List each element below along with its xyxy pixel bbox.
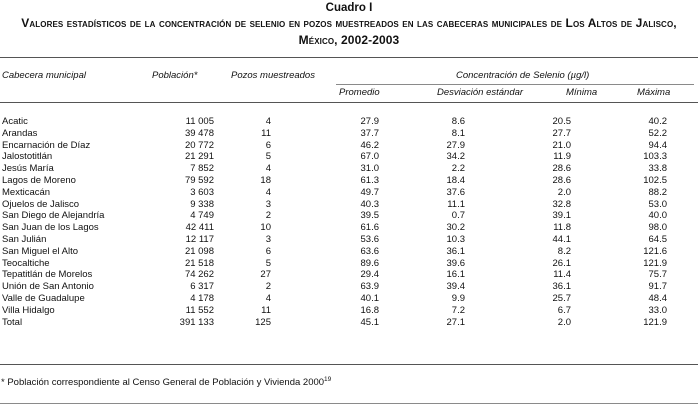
bottom-rule (0, 364, 698, 365)
header-maxima: Máxima (637, 87, 671, 98)
cell-maxima: 88.2 (648, 186, 667, 198)
cell-desviacion: 8.1 (451, 127, 465, 139)
cell-desviacion: 7.2 (451, 304, 465, 316)
cell-cabecera: Ojuelos de Jalisco (2, 198, 80, 210)
cell-total-poblacion: 391 133 (179, 316, 214, 328)
header-concentracion: Concentración de Selenio (µg/l) (456, 70, 590, 81)
table-row (0, 199, 698, 211)
cell-desviacion: 11.1 (447, 198, 465, 210)
table-row (0, 163, 698, 175)
cell-desviacion: 0.7 (451, 210, 465, 222)
cell-minima: 20.5 (552, 116, 571, 127)
concentracion-rule (336, 84, 694, 85)
table-caption-title: Valores estadísticos de la concentración de selenio en pozos muestreados en las cabeceras municipales de Los Altos de Jalisco, México, 2002-2003 (21, 16, 677, 47)
cell-maxima: 40.0 (648, 210, 667, 222)
cell-cabecera: San Julián (2, 233, 47, 245)
table-row (0, 151, 698, 163)
cell-poblacion: 79 592 (184, 174, 214, 186)
cell-maxima: 102.5 (643, 174, 667, 186)
cell-pozos: 11 (261, 304, 271, 316)
cell-pozos: 27 (260, 269, 271, 281)
cell-maxima: 52.2 (648, 127, 667, 139)
cell-promedio: 31.0 (360, 163, 379, 175)
cell-poblacion: 39 478 (184, 127, 214, 139)
cell-cabecera: Tepatitlán de Morelos (2, 269, 93, 281)
cell-minima: 28.6 (552, 163, 571, 175)
table-row (0, 128, 698, 140)
cell-minima: 21.0 (552, 139, 571, 151)
cell-poblacion: 7 852 (190, 163, 214, 175)
cell-promedio: 40.3 (360, 198, 379, 210)
cell-maxima: 121.6 (643, 245, 667, 257)
cell-cabecera: Lagos de Moreno (2, 174, 76, 186)
cell-cabecera: Jalostotitlán (2, 151, 53, 163)
cell-pozos: 3 (265, 198, 271, 210)
cell-minima: 39.1 (552, 210, 571, 222)
cell-total-desviacion: 27.1 (446, 316, 465, 328)
cell-desviacion: 8.6 (451, 116, 465, 127)
table-row (0, 269, 698, 281)
cell-minima: 27.7 (552, 127, 571, 139)
cell-promedio: 67.0 (360, 151, 379, 163)
cell-pozos: 3 (265, 233, 271, 245)
cell-total-promedio: 45.1 (360, 316, 379, 328)
cell-promedio: 49.7 (360, 186, 379, 198)
cell-pozos: 4 (265, 163, 271, 175)
cell-promedio: 61.6 (360, 222, 379, 234)
cell-cabecera: Teocaltiche (2, 257, 50, 269)
header-promedio: Promedio (339, 87, 380, 98)
cell-desviacion: 16.1 (446, 269, 465, 281)
cell-promedio: 63.9 (360, 281, 379, 293)
cell-maxima: 33.0 (648, 304, 667, 316)
table-footnote (1, 377, 331, 389)
header-pozos: Pozos muestreados (231, 70, 315, 81)
cell-promedio: 53.6 (360, 233, 379, 245)
table-row (0, 258, 698, 270)
cell-minima: 11.8 (553, 222, 571, 234)
cell-desviacion: 2.2 (451, 163, 465, 175)
table-total-row (0, 317, 698, 329)
cell-desviacion: 34.2 (446, 151, 465, 163)
cell-promedio: 40.1 (360, 292, 379, 304)
cell-desviacion: 9.9 (451, 292, 465, 304)
cell-promedio: 89.6 (360, 257, 379, 269)
cell-pozos: 5 (265, 151, 271, 163)
cell-pozos: 4 (265, 292, 271, 304)
table-row (0, 246, 698, 258)
cell-total-label: Total (2, 316, 23, 328)
cell-desviacion: 18.4 (446, 174, 465, 186)
cell-poblacion: 11 005 (185, 116, 214, 127)
cell-poblacion: 11 552 (185, 304, 214, 316)
header-poblacion: Población* (152, 70, 198, 81)
cell-promedio: 37.7 (360, 127, 379, 139)
cell-poblacion: 6 317 (190, 281, 214, 293)
cell-maxima: 64.5 (648, 233, 667, 245)
cell-promedio: 63.6 (360, 245, 379, 257)
cell-minima: 8.2 (557, 245, 571, 257)
cell-desviacion: 27.9 (446, 139, 465, 151)
cell-maxima: 40.2 (648, 116, 667, 127)
footnote-text: * Población correspondiente al Censo General de Población y Vivienda 2000 (1, 377, 325, 388)
footnote-reference: 19 (324, 375, 332, 383)
cell-minima: 36.1 (552, 281, 571, 293)
cell-poblacion: 20 772 (184, 139, 214, 151)
cell-cabecera: Acatic (2, 116, 28, 127)
cell-pozos: 4 (265, 116, 271, 127)
cell-pozos: 18 (260, 174, 271, 186)
cell-pozos: 10 (260, 222, 271, 234)
cell-poblacion: 12 117 (185, 233, 214, 245)
cell-minima: 11.9 (553, 151, 571, 163)
cell-minima: 28.6 (552, 174, 571, 186)
cell-poblacion: 21 098 (184, 245, 214, 257)
cell-cabecera: Arandas (2, 127, 38, 139)
cell-cabecera: San Diego de Alejandría (2, 210, 105, 222)
cell-cabecera: Villa Hidalgo (2, 304, 55, 316)
table-row (0, 175, 698, 187)
cell-maxima: 94.4 (648, 139, 667, 151)
cell-pozos: 11 (261, 127, 271, 139)
table-body (0, 116, 698, 328)
cell-maxima: 121.9 (643, 257, 667, 269)
cell-cabecera: San Miguel el Alto (2, 245, 79, 257)
page-bottom-rule (0, 403, 698, 404)
cell-pozos: 6 (265, 245, 271, 257)
cell-pozos: 2 (265, 281, 271, 293)
cell-minima: 2.0 (557, 186, 571, 198)
cell-promedio: 39.5 (360, 210, 379, 222)
cell-promedio: 16.8 (360, 304, 379, 316)
cell-desviacion: 10.3 (446, 233, 465, 245)
cell-pozos: 2 (265, 210, 271, 222)
cell-total-pozos: 125 (255, 316, 271, 328)
cell-total-minima: 2.0 (557, 316, 571, 328)
cell-cabecera: Jesús María (2, 163, 54, 175)
table-row (0, 305, 698, 317)
cell-desviacion: 30.2 (446, 222, 465, 234)
cell-maxima: 53.0 (648, 198, 667, 210)
cell-minima: 11.4 (553, 269, 571, 281)
cell-total-maxima: 121.9 (643, 316, 667, 328)
cell-poblacion: 4 178 (190, 292, 214, 304)
table-row (0, 293, 698, 305)
top-rule (0, 57, 698, 58)
cell-poblacion: 3 603 (190, 186, 214, 198)
cell-promedio: 29.4 (360, 269, 379, 281)
header-desviacion: Desviación estándar (437, 87, 524, 98)
cell-pozos: 6 (265, 139, 271, 151)
table-row (0, 187, 698, 199)
cell-maxima: 48.4 (648, 292, 667, 304)
table-row (0, 210, 698, 222)
cell-cabecera: Unión de San Antonio (2, 281, 94, 293)
table-caption-label: Cuadro I (325, 2, 373, 14)
cell-cabecera: Encarnación de Díaz (2, 139, 91, 151)
cell-poblacion: 21 518 (184, 257, 214, 269)
cell-desviacion: 39.4 (446, 281, 465, 293)
cell-maxima: 103.3 (643, 151, 667, 163)
cell-poblacion: 9 338 (190, 198, 214, 210)
cell-promedio: 27.9 (360, 116, 379, 127)
header-minima: Mínima (566, 87, 598, 98)
cell-promedio: 61.3 (360, 174, 379, 186)
table-row (0, 281, 698, 293)
cell-pozos: 5 (265, 257, 271, 269)
cell-minima: 32.8 (552, 198, 571, 210)
cell-cabecera: Valle de Guadalupe (2, 292, 85, 304)
cell-maxima: 75.7 (648, 269, 667, 281)
cell-maxima: 91.7 (648, 281, 667, 293)
cell-poblacion: 42 411 (185, 222, 214, 234)
cell-pozos: 4 (265, 186, 271, 198)
cell-promedio: 46.2 (360, 139, 379, 151)
cell-desviacion: 39.6 (446, 257, 465, 269)
cell-cabecera: San Juan de los Lagos (2, 222, 99, 234)
cell-poblacion: 21 291 (184, 151, 214, 163)
cell-poblacion: 74 262 (184, 269, 214, 281)
cell-minima: 25.7 (552, 292, 571, 304)
cell-minima: 26.1 (552, 257, 571, 269)
cell-minima: 44.1 (552, 233, 571, 245)
table-row (0, 234, 698, 246)
header-cabecera: Cabecera municipal (2, 70, 86, 81)
cell-minima: 6.7 (557, 304, 571, 316)
cell-poblacion: 4 749 (190, 210, 214, 222)
table-row (0, 116, 698, 128)
cell-cabecera: Mexticacán (2, 186, 51, 198)
cell-desviacion: 37.6 (446, 186, 465, 198)
cell-maxima: 98.0 (648, 222, 667, 234)
table-row (0, 222, 698, 234)
cell-desviacion: 36.1 (446, 245, 465, 257)
table-row (0, 140, 698, 152)
cell-maxima: 33.8 (648, 163, 667, 175)
header-rule (0, 102, 698, 103)
